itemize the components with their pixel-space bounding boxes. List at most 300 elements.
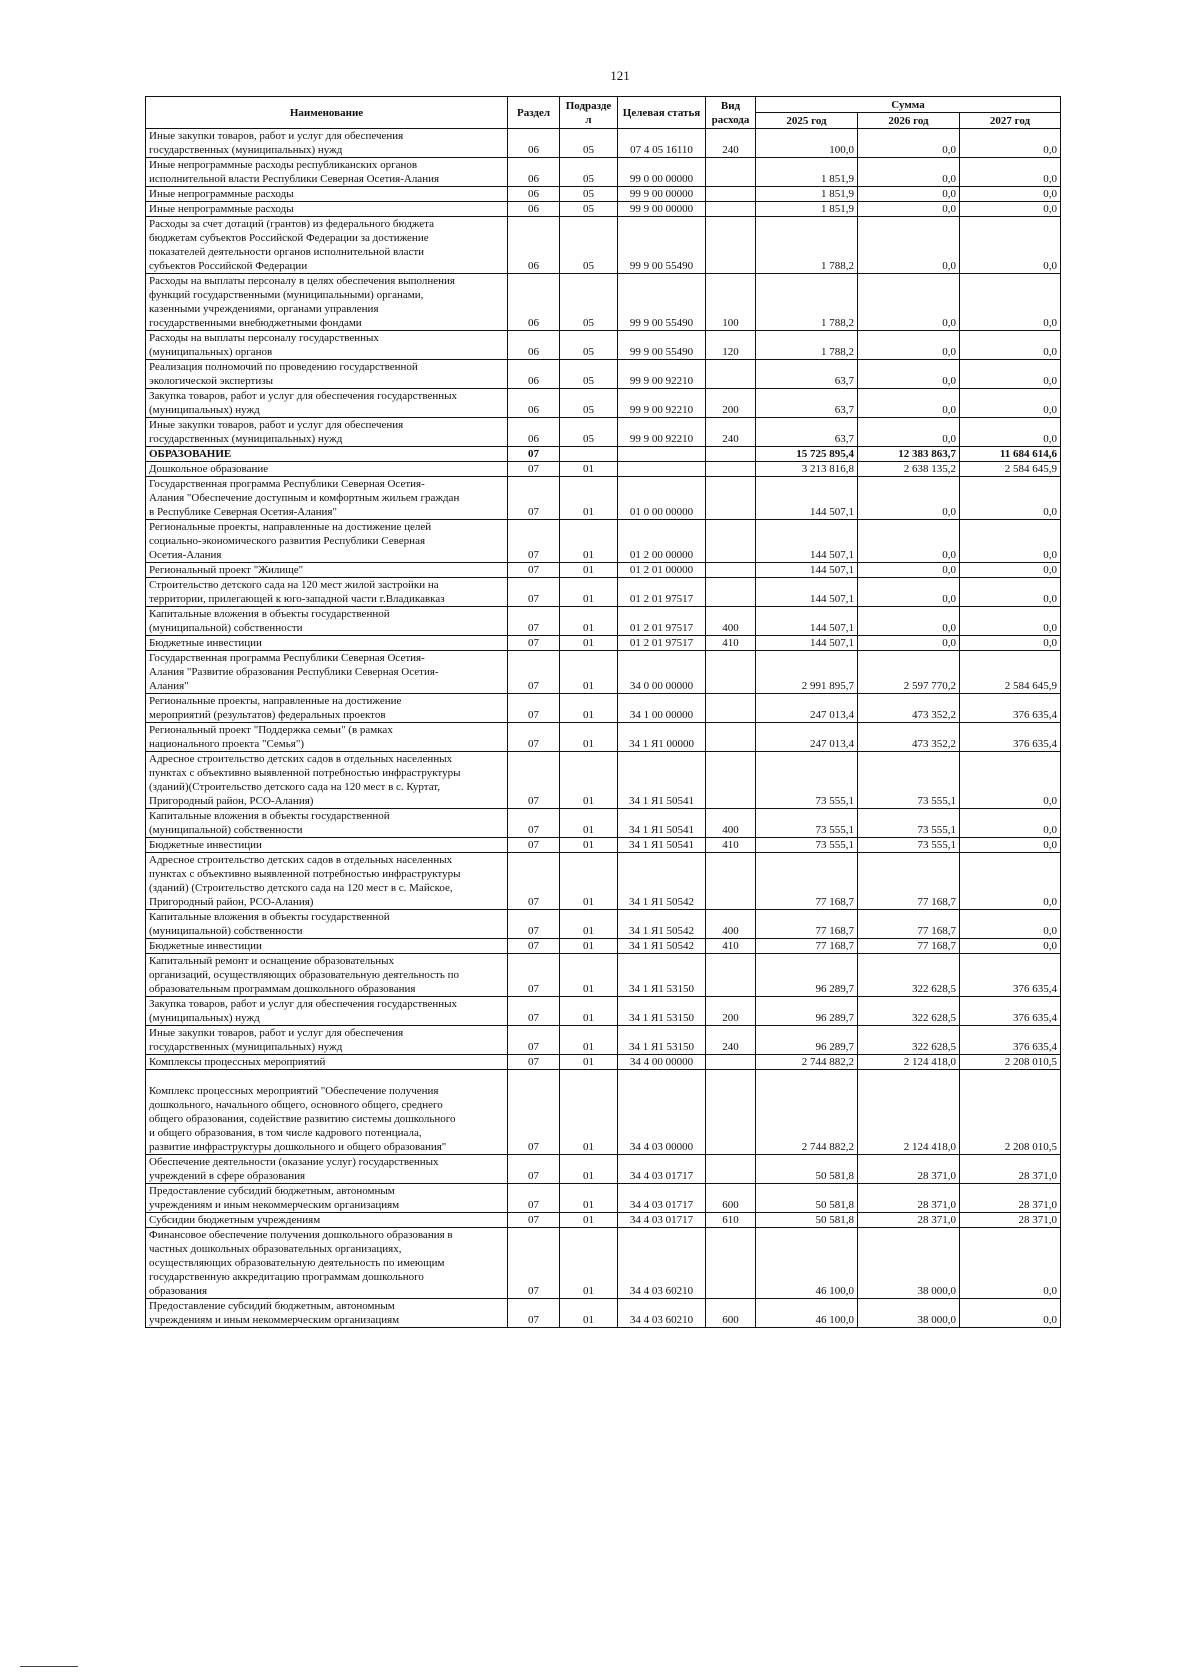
row-2025: 2 744 882,2 xyxy=(756,1055,858,1070)
row-2026: 0,0 xyxy=(858,129,960,158)
row-subsection: 01 xyxy=(560,853,618,910)
row-name: Государственная программа Республики Северная Осетия- Алания "Обеспечение доступным и комфортным жильем граждан в Республике Северная Осетия-Алания" xyxy=(146,477,508,520)
row-kind: 200 xyxy=(706,997,756,1026)
row-subsection: 05 xyxy=(560,129,618,158)
row-kind xyxy=(706,360,756,389)
row-name: Бюджетные инвестиции xyxy=(146,838,508,853)
row-kind: 400 xyxy=(706,910,756,939)
row-2026: 0,0 xyxy=(858,389,960,418)
row-name: Иные закупки товаров, работ и услуг для обеспечения государственных (муниципальных) нужд xyxy=(146,1026,508,1055)
row-2027: 0,0 xyxy=(960,389,1061,418)
row-section: 07 xyxy=(508,1184,560,1213)
row-2027: 0,0 xyxy=(960,187,1061,202)
header-name: Наименование xyxy=(146,97,508,129)
row-target: 99 9 00 92210 xyxy=(618,418,706,447)
row-kind: 410 xyxy=(706,939,756,954)
row-target xyxy=(618,447,706,462)
row-name: Капитальные вложения в объекты государственной (муниципальной) собственности xyxy=(146,910,508,939)
row-subsection: 01 xyxy=(560,1155,618,1184)
row-2027: 0,0 xyxy=(960,578,1061,607)
row-section: 07 xyxy=(508,563,560,578)
row-target: 99 9 00 00000 xyxy=(618,187,706,202)
row-section: 07 xyxy=(508,853,560,910)
row-target: 34 1 Я1 00000 xyxy=(618,723,706,752)
row-section: 07 xyxy=(508,752,560,809)
row-section: 07 xyxy=(508,838,560,853)
row-kind xyxy=(706,853,756,910)
row-target: 01 2 01 97517 xyxy=(618,607,706,636)
row-name: Расходы за счет дотаций (грантов) из федерального бюджета бюджетам субъектов Российской Федерации за достижение показателей деятельности органов исполнительной власти субъектов Российской Федерации xyxy=(146,217,508,274)
row-kind xyxy=(706,447,756,462)
row-target: 34 4 03 60210 xyxy=(618,1228,706,1299)
row-name: Финансовое обеспечение получения дошкольного образования в частных дошкольных образовательных организациях, осуществляющих образовательную деятельность по имеющим государственную аккредитацию программам дошкольного образования xyxy=(146,1228,508,1299)
row-kind: 200 xyxy=(706,389,756,418)
row-section: 07 xyxy=(508,1070,560,1155)
row-subsection: 01 xyxy=(560,694,618,723)
row-2025: 63,7 xyxy=(756,360,858,389)
row-subsection: 01 xyxy=(560,636,618,651)
row-2026: 73 555,1 xyxy=(858,838,960,853)
row-target: 99 9 00 55490 xyxy=(618,331,706,360)
row-2027: 0,0 xyxy=(960,853,1061,910)
row-2026: 0,0 xyxy=(858,520,960,563)
table-row xyxy=(146,360,1061,389)
row-2027: 0,0 xyxy=(960,636,1061,651)
row-section: 07 xyxy=(508,1213,560,1228)
row-kind: 410 xyxy=(706,636,756,651)
row-2026: 0,0 xyxy=(858,187,960,202)
row-2025: 144 507,1 xyxy=(756,636,858,651)
margin-mark xyxy=(20,1666,78,1667)
row-target: 99 9 00 55490 xyxy=(618,217,706,274)
row-kind xyxy=(706,954,756,997)
row-2026: 77 168,7 xyxy=(858,910,960,939)
row-target: 34 4 03 01717 xyxy=(618,1155,706,1184)
row-subsection: 05 xyxy=(560,158,618,187)
row-section: 06 xyxy=(508,217,560,274)
row-kind xyxy=(706,158,756,187)
table-row xyxy=(146,838,1061,853)
table-row xyxy=(146,651,1061,694)
row-kind xyxy=(706,752,756,809)
row-section: 07 xyxy=(508,1026,560,1055)
row-2027: 376 635,4 xyxy=(960,694,1061,723)
row-2026: 0,0 xyxy=(858,274,960,331)
row-2026: 28 371,0 xyxy=(858,1213,960,1228)
row-2027: 28 371,0 xyxy=(960,1155,1061,1184)
row-name: Дошкольное образование xyxy=(146,462,508,477)
table-row xyxy=(146,563,1061,578)
row-subsection: 01 xyxy=(560,1184,618,1213)
table-row xyxy=(146,1228,1061,1299)
row-section: 07 xyxy=(508,954,560,997)
row-kind xyxy=(706,187,756,202)
table-row xyxy=(146,1184,1061,1213)
row-kind xyxy=(706,578,756,607)
row-2025: 2 991 895,7 xyxy=(756,651,858,694)
row-name: Бюджетные инвестиции xyxy=(146,636,508,651)
row-2027: 0,0 xyxy=(960,418,1061,447)
row-name: Расходы на выплаты персоналу государственных (муниципальных) органов xyxy=(146,331,508,360)
row-name: Иные закупки товаров, работ и услуг для обеспечения государственных (муниципальных) нужд xyxy=(146,418,508,447)
row-section: 06 xyxy=(508,360,560,389)
row-subsection: 01 xyxy=(560,578,618,607)
table-row xyxy=(146,129,1061,158)
row-target: 99 9 00 55490 xyxy=(618,274,706,331)
row-kind: 240 xyxy=(706,129,756,158)
row-2026: 0,0 xyxy=(858,418,960,447)
row-subsection: 01 xyxy=(560,997,618,1026)
row-kind: 410 xyxy=(706,838,756,853)
table-row xyxy=(146,418,1061,447)
row-2027: 0,0 xyxy=(960,202,1061,217)
row-2025: 50 581,8 xyxy=(756,1213,858,1228)
row-target: 34 1 Я1 53150 xyxy=(618,954,706,997)
row-target: 34 1 Я1 50542 xyxy=(618,853,706,910)
row-subsection: 01 xyxy=(560,910,618,939)
row-name: Иные непрограммные расходы xyxy=(146,202,508,217)
row-2025: 46 100,0 xyxy=(756,1228,858,1299)
table-row xyxy=(146,853,1061,910)
table-row xyxy=(146,752,1061,809)
row-2025: 144 507,1 xyxy=(756,607,858,636)
table-body xyxy=(146,129,1061,1328)
row-subsection xyxy=(560,447,618,462)
row-name: Закупка товаров, работ и услуг для обеспечения государственных (муниципальных) нужд xyxy=(146,389,508,418)
row-2025: 77 168,7 xyxy=(756,910,858,939)
row-subsection: 05 xyxy=(560,331,618,360)
row-2027: 28 371,0 xyxy=(960,1184,1061,1213)
budget-table xyxy=(145,96,1061,1328)
row-2027: 2 208 010,5 xyxy=(960,1070,1061,1155)
row-name: Региональный проект "Поддержка семьи" (в рамках национального проекта "Семья") xyxy=(146,723,508,752)
table-row xyxy=(146,1299,1061,1328)
table-row xyxy=(146,274,1061,331)
row-kind xyxy=(706,477,756,520)
row-2025: 73 555,1 xyxy=(756,838,858,853)
row-2025: 144 507,1 xyxy=(756,520,858,563)
row-kind xyxy=(706,563,756,578)
row-name: Комплекс процессных мероприятий "Обеспечение получения дошкольного, начального общего, основного общего, среднего общего образования, содействие развитию системы дошкольного и общего образования, в том числе кадрового потенциала, развитие инфраструктуры дошкольного и общего образования" xyxy=(146,1070,508,1155)
row-section: 07 xyxy=(508,636,560,651)
row-name: Реализация полномочий по проведению государственной экологической экспертизы xyxy=(146,360,508,389)
row-target: 99 9 00 00000 xyxy=(618,202,706,217)
row-2026: 2 597 770,2 xyxy=(858,651,960,694)
row-target: 34 4 00 00000 xyxy=(618,1055,706,1070)
row-subsection: 05 xyxy=(560,274,618,331)
row-subsection: 01 xyxy=(560,838,618,853)
row-section: 07 xyxy=(508,1228,560,1299)
row-2026: 322 628,5 xyxy=(858,954,960,997)
row-2025: 77 168,7 xyxy=(756,939,858,954)
row-2026: 0,0 xyxy=(858,607,960,636)
row-subsection: 05 xyxy=(560,187,618,202)
row-target: 34 1 00 00000 xyxy=(618,694,706,723)
row-kind: 600 xyxy=(706,1184,756,1213)
row-2026: 0,0 xyxy=(858,636,960,651)
header-subsection: Подразде л xyxy=(560,97,618,129)
row-2026: 473 352,2 xyxy=(858,723,960,752)
row-2025: 46 100,0 xyxy=(756,1299,858,1328)
header-sum: Сумма xyxy=(756,97,1061,113)
row-2025: 96 289,7 xyxy=(756,1026,858,1055)
row-2025: 1 788,2 xyxy=(756,331,858,360)
row-2027: 0,0 xyxy=(960,158,1061,187)
header-2026: 2026 год xyxy=(858,113,960,129)
table-row xyxy=(146,389,1061,418)
row-2025: 247 013,4 xyxy=(756,723,858,752)
row-target: 99 9 00 92210 xyxy=(618,389,706,418)
row-2025: 100,0 xyxy=(756,129,858,158)
row-target: 34 1 Я1 50541 xyxy=(618,809,706,838)
row-2025: 77 168,7 xyxy=(756,853,858,910)
table-row xyxy=(146,578,1061,607)
row-section: 06 xyxy=(508,129,560,158)
row-kind: 240 xyxy=(706,1026,756,1055)
row-2027: 0,0 xyxy=(960,331,1061,360)
row-name: Капитальные вложения в объекты государственной (муниципальной) собственности xyxy=(146,809,508,838)
row-section: 07 xyxy=(508,1055,560,1070)
row-2025: 73 555,1 xyxy=(756,752,858,809)
row-section: 06 xyxy=(508,274,560,331)
row-name: Предоставление субсидий бюджетным, автономным учреждениям и иным некоммерческим организациям xyxy=(146,1299,508,1328)
row-subsection: 05 xyxy=(560,389,618,418)
row-2027: 0,0 xyxy=(960,360,1061,389)
row-section: 07 xyxy=(508,997,560,1026)
row-name: Комплексы процессных мероприятий xyxy=(146,1055,508,1070)
table-row xyxy=(146,809,1061,838)
table-row xyxy=(146,1026,1061,1055)
row-2025: 1 851,9 xyxy=(756,202,858,217)
row-subsection: 01 xyxy=(560,1299,618,1328)
row-2025: 3 213 816,8 xyxy=(756,462,858,477)
row-2027: 2 208 010,5 xyxy=(960,1055,1061,1070)
row-kind: 100 xyxy=(706,274,756,331)
row-2027: 2 584 645,9 xyxy=(960,651,1061,694)
table-row xyxy=(146,187,1061,202)
row-kind xyxy=(706,651,756,694)
row-name: Закупка товаров, работ и услуг для обеспечения государственных (муниципальных) нужд xyxy=(146,997,508,1026)
row-section: 06 xyxy=(508,202,560,217)
row-subsection: 01 xyxy=(560,651,618,694)
row-subsection: 01 xyxy=(560,1070,618,1155)
row-2027: 0,0 xyxy=(960,274,1061,331)
row-2027: 0,0 xyxy=(960,809,1061,838)
row-2025: 2 744 882,2 xyxy=(756,1070,858,1155)
row-2026: 28 371,0 xyxy=(858,1155,960,1184)
row-2026: 0,0 xyxy=(858,331,960,360)
row-subsection: 01 xyxy=(560,1055,618,1070)
row-subsection: 01 xyxy=(560,939,618,954)
row-subsection: 05 xyxy=(560,360,618,389)
table-row xyxy=(146,202,1061,217)
row-subsection: 01 xyxy=(560,462,618,477)
row-name: Субсидии бюджетным учреждениям xyxy=(146,1213,508,1228)
row-section: 06 xyxy=(508,158,560,187)
table-row xyxy=(146,939,1061,954)
row-target: 01 0 00 00000 xyxy=(618,477,706,520)
table-row xyxy=(146,520,1061,563)
row-2025: 96 289,7 xyxy=(756,997,858,1026)
row-name: Капитальный ремонт и оснащение образовательных организаций, осуществляющих образовательную деятельность по образовательным программам дошкольного образования xyxy=(146,954,508,997)
row-name: Адресное строительство детских садов в отдельных населенных пунктах с объективно выявленной потребностью инфраструктуры (зданий) (Строительство детского сада на 120 мест в с. Майское, Пригородный район, РСО-Алания) xyxy=(146,853,508,910)
row-subsection: 01 xyxy=(560,1026,618,1055)
row-target: 34 4 03 01717 xyxy=(618,1184,706,1213)
header-section: Раздел xyxy=(508,97,560,129)
row-section: 07 xyxy=(508,462,560,477)
header-2027: 2027 год xyxy=(960,113,1061,129)
row-kind xyxy=(706,202,756,217)
row-2027: 0,0 xyxy=(960,563,1061,578)
table-row xyxy=(146,158,1061,187)
table-row xyxy=(146,723,1061,752)
row-kind: 400 xyxy=(706,809,756,838)
row-section: 06 xyxy=(508,389,560,418)
row-2026: 12 383 863,7 xyxy=(858,447,960,462)
row-kind xyxy=(706,217,756,274)
row-2027: 376 635,4 xyxy=(960,997,1061,1026)
row-2026: 2 124 418,0 xyxy=(858,1055,960,1070)
row-2027: 0,0 xyxy=(960,217,1061,274)
row-name: Капитальные вложения в объекты государственной (муниципальной) собственности xyxy=(146,607,508,636)
row-kind xyxy=(706,723,756,752)
row-2026: 0,0 xyxy=(858,578,960,607)
row-subsection: 01 xyxy=(560,752,618,809)
row-2027: 0,0 xyxy=(960,910,1061,939)
row-name: Адресное строительство детских садов в отдельных населенных пунктах с объективно выявленной потребностью инфраструктуры (зданий)(Строительство детского сада на 120 мест в с. Куртат, Пригородный район, РСО-Алания) xyxy=(146,752,508,809)
row-2026: 28 371,0 xyxy=(858,1184,960,1213)
table-row xyxy=(146,1213,1061,1228)
row-2026: 38 000,0 xyxy=(858,1299,960,1328)
table-row xyxy=(146,694,1061,723)
row-name: Бюджетные инвестиции xyxy=(146,939,508,954)
row-target: 99 0 00 00000 xyxy=(618,158,706,187)
row-2025: 1 788,2 xyxy=(756,274,858,331)
row-kind xyxy=(706,520,756,563)
row-kind xyxy=(706,694,756,723)
row-kind xyxy=(706,1155,756,1184)
row-kind xyxy=(706,462,756,477)
row-2026: 0,0 xyxy=(858,360,960,389)
row-target: 34 4 03 01717 xyxy=(618,1213,706,1228)
row-name: Иные закупки товаров, работ и услуг для обеспечения государственных (муниципальных) нужд xyxy=(146,129,508,158)
row-2027: 376 635,4 xyxy=(960,954,1061,997)
row-2027: 0,0 xyxy=(960,838,1061,853)
row-section: 07 xyxy=(508,447,560,462)
row-2027: 0,0 xyxy=(960,1299,1061,1328)
row-subsection: 01 xyxy=(560,723,618,752)
row-2025: 63,7 xyxy=(756,389,858,418)
row-2026: 73 555,1 xyxy=(858,752,960,809)
row-2026: 0,0 xyxy=(858,563,960,578)
row-target: 01 2 01 00000 xyxy=(618,563,706,578)
row-name: Строительство детского сада на 120 мест жилой застройки на территории, прилегающей к юго-западной части г.Владикавказ xyxy=(146,578,508,607)
header-2025: 2025 год xyxy=(756,113,858,129)
row-2025: 63,7 xyxy=(756,418,858,447)
row-target: 34 1 Я1 50541 xyxy=(618,752,706,809)
row-2025: 1 788,2 xyxy=(756,217,858,274)
row-2025: 144 507,1 xyxy=(756,578,858,607)
row-name: Обеспечение деятельности (оказание услуг) государственных учреждений в сфере образования xyxy=(146,1155,508,1184)
row-2025: 15 725 895,4 xyxy=(756,447,858,462)
row-section: 07 xyxy=(508,477,560,520)
row-section: 07 xyxy=(508,1155,560,1184)
row-2026: 2 638 135,2 xyxy=(858,462,960,477)
table-row xyxy=(146,1155,1061,1184)
row-2027: 28 371,0 xyxy=(960,1213,1061,1228)
row-subsection: 01 xyxy=(560,477,618,520)
row-name: Региональный проект "Жилище" xyxy=(146,563,508,578)
row-target: 34 1 Я1 53150 xyxy=(618,997,706,1026)
row-section: 07 xyxy=(508,520,560,563)
row-2025: 96 289,7 xyxy=(756,954,858,997)
row-target: 34 0 00 00000 xyxy=(618,651,706,694)
row-2025: 144 507,1 xyxy=(756,477,858,520)
row-target: 34 4 03 60210 xyxy=(618,1299,706,1328)
row-section: 07 xyxy=(508,910,560,939)
table-row xyxy=(146,217,1061,274)
table-row xyxy=(146,910,1061,939)
row-2025: 1 851,9 xyxy=(756,158,858,187)
row-2027: 11 684 614,6 xyxy=(960,447,1061,462)
header-kind: Вид расхода xyxy=(706,97,756,129)
row-target: 07 4 05 16110 xyxy=(618,129,706,158)
row-subsection: 01 xyxy=(560,607,618,636)
row-section: 07 xyxy=(508,607,560,636)
row-target: 34 4 03 00000 xyxy=(618,1070,706,1155)
row-name: Региональные проекты, направленные на достижение целей социально-экономического развития Республики Северная Осетия-Алания xyxy=(146,520,508,563)
row-name: Расходы на выплаты персоналу в целях обеспечения выполнения функций государственными (муниципальными) органами, казенными учреждениями, органами управления государственными внебюджетными фондами xyxy=(146,274,508,331)
row-2026: 38 000,0 xyxy=(858,1228,960,1299)
row-subsection: 01 xyxy=(560,563,618,578)
row-kind xyxy=(706,1228,756,1299)
row-target: 34 1 Я1 50542 xyxy=(618,939,706,954)
row-2026: 73 555,1 xyxy=(858,809,960,838)
header-target: Целевая статья xyxy=(618,97,706,129)
row-2026: 0,0 xyxy=(858,477,960,520)
row-section: 07 xyxy=(508,578,560,607)
table-row xyxy=(146,447,1061,462)
row-target: 34 1 Я1 50541 xyxy=(618,838,706,853)
table-row xyxy=(146,997,1061,1026)
row-2027: 0,0 xyxy=(960,520,1061,563)
row-name: Иные непрограммные расходы республиканских органов исполнительной власти Республики Северная Осетия-Алания xyxy=(146,158,508,187)
row-subsection: 01 xyxy=(560,954,618,997)
row-target: 01 2 01 97517 xyxy=(618,636,706,651)
row-2025: 247 013,4 xyxy=(756,694,858,723)
row-subsection: 01 xyxy=(560,1213,618,1228)
row-2027: 0,0 xyxy=(960,477,1061,520)
row-2026: 2 124 418,0 xyxy=(858,1070,960,1155)
row-target: 01 2 00 00000 xyxy=(618,520,706,563)
row-kind: 400 xyxy=(706,607,756,636)
row-kind: 610 xyxy=(706,1213,756,1228)
row-2027: 0,0 xyxy=(960,939,1061,954)
row-subsection: 05 xyxy=(560,418,618,447)
row-2026: 322 628,5 xyxy=(858,997,960,1026)
row-section: 06 xyxy=(508,331,560,360)
row-kind xyxy=(706,1070,756,1155)
row-2026: 0,0 xyxy=(858,158,960,187)
row-target: 99 9 00 92210 xyxy=(618,360,706,389)
row-target: 01 2 01 97517 xyxy=(618,578,706,607)
row-kind: 600 xyxy=(706,1299,756,1328)
row-subsection: 01 xyxy=(560,520,618,563)
table-row xyxy=(146,607,1061,636)
table-row xyxy=(146,462,1061,477)
row-2027: 0,0 xyxy=(960,607,1061,636)
row-2025: 1 851,9 xyxy=(756,187,858,202)
